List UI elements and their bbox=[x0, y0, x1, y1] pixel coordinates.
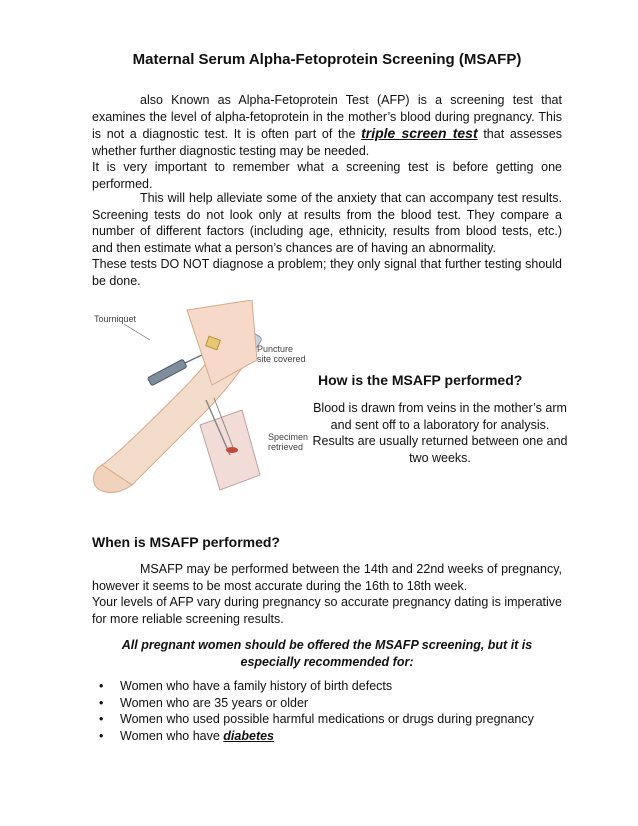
tourniquet-label: Tourniquet bbox=[94, 314, 137, 324]
intro-text-2: that assesses whether further diagnostic testing may be needed. bbox=[92, 127, 562, 158]
specimen-tube-icon bbox=[200, 398, 260, 490]
how-text: Blood is drawn from veins in the mother’s arm and sent off to a laboratory for analysis. Results are usually returned between one and two weeks. bbox=[312, 401, 568, 465]
puncture-label-1: Puncture bbox=[257, 344, 294, 354]
list-item: • Women who are 35 years or older bbox=[99, 695, 309, 710]
bullet-icon: • bbox=[99, 712, 104, 726]
anxiety-paragraph bbox=[92, 190, 562, 289]
bullet-icon: • bbox=[99, 728, 104, 743]
list-item: • Women who have diabetes bbox=[99, 728, 275, 743]
bullet-icon: • bbox=[99, 695, 104, 710]
page-title: Maternal Serum Alpha-Fetoprotein Screening (MSAFP) bbox=[132, 51, 522, 68]
recommendation-text: All pregnant women should be offered the MSAFP screening, but it is especially recommended for: bbox=[121, 638, 533, 669]
when-text-1: MSAFP may be performed between the 14th and 22nd weeks of pregnancy, however it seems to be most accurate during the 16th to 18th week. bbox=[92, 562, 562, 593]
intro-paragraph bbox=[92, 92, 562, 192]
specimen-label-1: Specimen bbox=[268, 432, 309, 442]
specimen-label-2: retrieved bbox=[268, 442, 304, 452]
intro-text-3: It is very important to remember what a screening test is before getting one performed. bbox=[92, 160, 562, 191]
anxiety-text-2: These tests DO NOT diagnose a problem; they only signal that further testing should be done. bbox=[92, 257, 562, 288]
puncture-label-2: site covered bbox=[257, 354, 306, 364]
when-heading: When is MSAFP performed? bbox=[92, 534, 280, 550]
list-item: • Women who used possible harmful medications or drugs during pregnancy bbox=[99, 712, 534, 726]
anxiety-text-1: This will help alleviate some of the anxiety that can accompany test results. Screening tests do not look only at results from the blood test. They compare a number of different factors (including age, ethnicity, results from blood tests, etc.) and then estimate what a person’s chances are of having an abnormality. bbox=[92, 191, 562, 255]
blood-draw-illustration bbox=[92, 300, 320, 500]
intro-text-1: also Known as Alpha-Fetoprotein Test (AFP) is a screening test that examines the level of alpha-fetoprotein in the mother’s blood during pregnancy. This is not a diagnostic test. It is often part of the bbox=[92, 93, 562, 141]
diabetes-link[interactable]: diabetes bbox=[223, 728, 275, 743]
how-heading: How is the MSAFP performed? bbox=[318, 372, 523, 388]
when-text-2: Your levels of AFP vary during pregnancy so accurate pregnancy dating is imperative for more reliable screening results. bbox=[92, 595, 562, 626]
recommended-list bbox=[98, 678, 568, 744]
when-paragraph bbox=[92, 561, 562, 627]
triple-screen-test-link[interactable]: triple screen test bbox=[361, 125, 478, 141]
bullet-icon: • bbox=[99, 679, 104, 693]
puncture-inset bbox=[187, 300, 257, 385]
list-item: • Women who have a family history of birth defects bbox=[99, 679, 393, 693]
